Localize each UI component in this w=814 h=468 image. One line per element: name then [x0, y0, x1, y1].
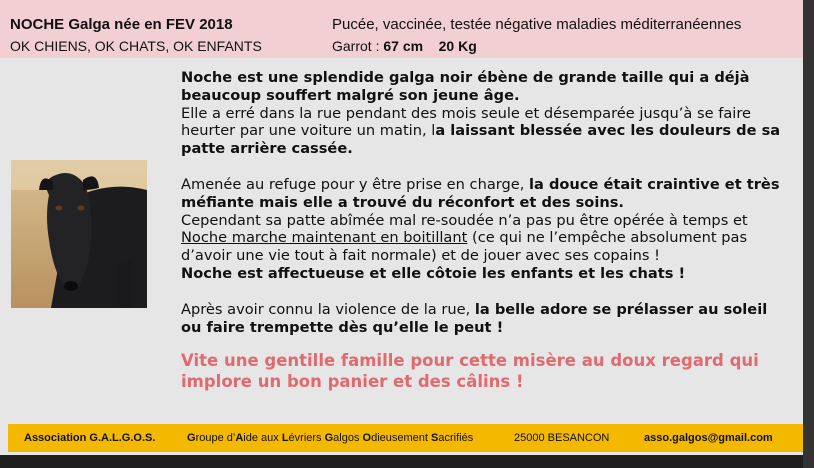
refuge-underline: Noche marche maintenant en boitillant: [181, 229, 468, 247]
intro-bold-2: a laissant blessée avec les douleurs de sa patte arrière cassée.: [181, 122, 781, 158]
compatibility-line: OK CHIENS, OK CHATS, OK ENFANTS: [10, 38, 262, 54]
association-email: asso.galgos@gmail.com: [644, 432, 773, 444]
paragraph-sun: [181, 301, 791, 337]
health-line: Pucée, vaccinée, testée négative maladies méditerranéennes: [332, 16, 742, 33]
association-name: Association G.A.L.G.O.S.: [24, 432, 156, 444]
garrot-label: Garrot :: [332, 38, 384, 54]
intro-text: Elle a erré dans la rue pendant des mois seule et désemparée jusqu’à se faire heurter par une voiture un matin, l: [181, 104, 752, 140]
adoption-appeal: Vite une gentille famille pour cette misère au doux regard qui implore un bon panier et des câlins !: [181, 351, 759, 392]
footer-banner: [8, 424, 803, 452]
refuge-bold: la douce était craintive et très méfiante mais elle a trouvé du réconfort et des soins.: [181, 175, 780, 211]
paragraph-refuge: [181, 176, 791, 283]
refuge-text-2: Cependant sa patte abîmée mal re-soudée n’a pas pu être opérée à temps et: [181, 211, 748, 229]
bottom-edge: [0, 455, 814, 468]
refuge-text: Amenée au refuge pour y être prise en charge,: [181, 175, 530, 193]
header-banner: [0, 0, 803, 58]
intro-bold: Noche est une splendide galga noir ébène de grande taille qui a déjà beaucoup souffert malgré son jeune âge.: [181, 69, 750, 104]
dog-illustration: [11, 160, 147, 308]
association-city: 25000 BESANCON: [514, 432, 610, 444]
weight-value: 20 Kg: [438, 38, 477, 54]
measurements-line: [332, 38, 477, 54]
paragraph-intro: [181, 69, 791, 158]
description-text: [181, 69, 791, 404]
sun-text: Après avoir connu la violence de la rue,: [181, 300, 475, 318]
association-fullname: Groupe d’Aide aux Lévriers Galgos Odieusement Sacrifiés: [187, 432, 474, 444]
dog-name-line: NOCHE Galga née en FEV 2018: [10, 16, 233, 33]
right-edge: [803, 0, 814, 468]
refuge-text-3: (ce qui ne l’empêche absolument pas d’avoir une vie tout à fait normale) et de jouer avec ses copains !: [181, 229, 748, 265]
dog-photo: [11, 160, 147, 308]
refuge-bold-2: Noche est affectueuse et elle côtoie les enfants et les chats !: [181, 264, 686, 282]
height-value: 67 cm: [383, 38, 424, 54]
sun-bold: la belle adore se prélasser au soleil ou faire trempette dès qu’elle le peut !: [181, 300, 768, 336]
